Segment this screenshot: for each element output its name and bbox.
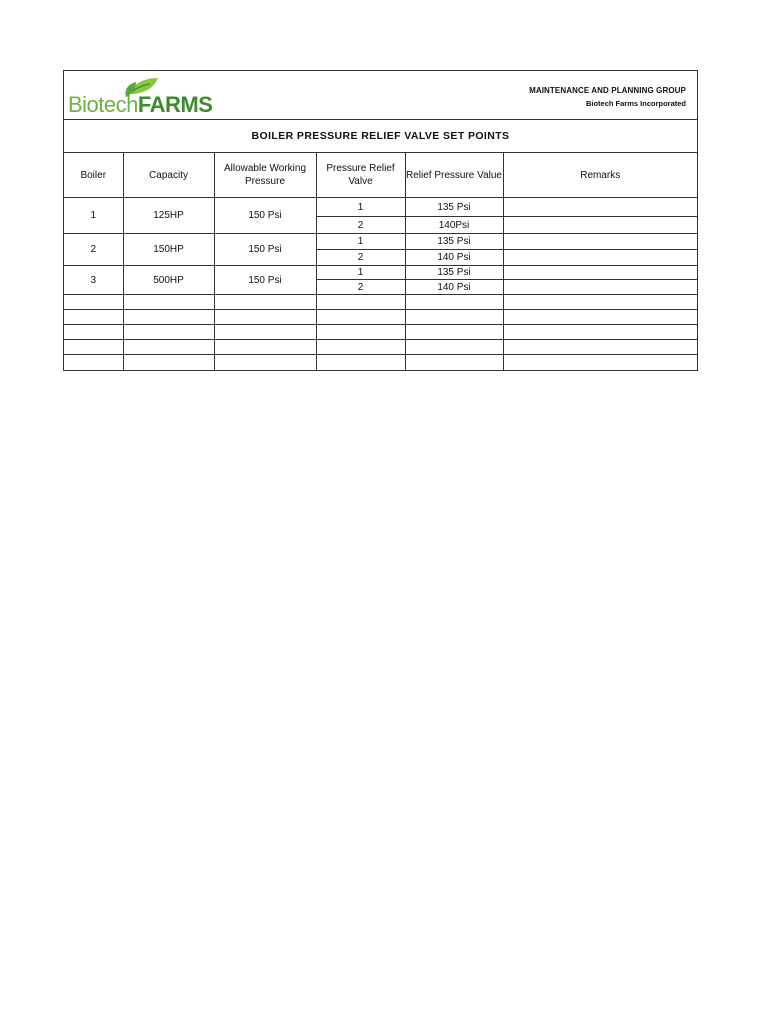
logo-bold-text: FARMS (137, 92, 213, 117)
valve-cell: 2 (316, 250, 405, 266)
col-header-awp: Allowable Working Pressure (214, 153, 316, 198)
relief-cell: 135 Psi (405, 234, 503, 250)
col-header-prv: Pressure Relief Valve (316, 153, 405, 198)
remarks-cell (503, 217, 697, 234)
valve-cell: 2 (316, 280, 405, 295)
valve-cell: 2 (316, 217, 405, 234)
col-header-boiler: Boiler (64, 153, 123, 198)
capacity-cell: 125HP (123, 198, 214, 234)
table-row (64, 266, 697, 280)
table-row (64, 198, 697, 217)
capacity-cell: 500HP (123, 266, 214, 295)
remarks-cell (503, 198, 697, 217)
valve-cell: 1 (316, 266, 405, 280)
logo-light-text: Biotech (68, 92, 138, 117)
empty-row (64, 325, 697, 340)
logo-wordmark (68, 92, 212, 118)
boiler-cell: 3 (64, 266, 123, 295)
empty-row (64, 310, 697, 325)
remarks-cell (503, 280, 697, 295)
capacity-cell: 150HP (123, 234, 214, 266)
empty-row (64, 340, 697, 355)
awp-cell: 150 Psi (214, 198, 316, 234)
boiler-cell: 2 (64, 234, 123, 266)
remarks-cell (503, 250, 697, 266)
relief-cell: 135 Psi (405, 266, 503, 280)
valve-cell: 1 (316, 198, 405, 217)
col-header-capacity: Capacity (123, 153, 214, 198)
set-points-table (64, 153, 697, 370)
relief-cell: 135 Psi (405, 198, 503, 217)
relief-cell: 140 Psi (405, 280, 503, 295)
sheet-header (64, 71, 697, 120)
remarks-cell (503, 234, 697, 250)
empty-row (64, 355, 697, 370)
empty-row (64, 295, 697, 310)
group-name: MAINTENANCE AND PLANNING GROUP (529, 86, 686, 95)
col-header-remarks: Remarks (503, 153, 697, 198)
maintenance-sheet (63, 70, 698, 371)
biotech-farms-logo (68, 76, 218, 116)
relief-cell: 140 Psi (405, 250, 503, 266)
remarks-cell (503, 266, 697, 280)
awp-cell: 150 Psi (214, 266, 316, 295)
table-row (64, 234, 697, 250)
awp-cell: 150 Psi (214, 234, 316, 266)
sheet-title: BOILER PRESSURE RELIEF VALVE SET POINTS (64, 120, 697, 153)
valve-cell: 1 (316, 234, 405, 250)
col-header-rpv: Relief Pressure Value (405, 153, 503, 198)
boiler-cell: 1 (64, 198, 123, 234)
organization-info (529, 84, 686, 110)
table-header-row (64, 153, 697, 198)
relief-cell: 140Psi (405, 217, 503, 234)
company-name: Biotech Farms Incorporated (585, 99, 686, 108)
